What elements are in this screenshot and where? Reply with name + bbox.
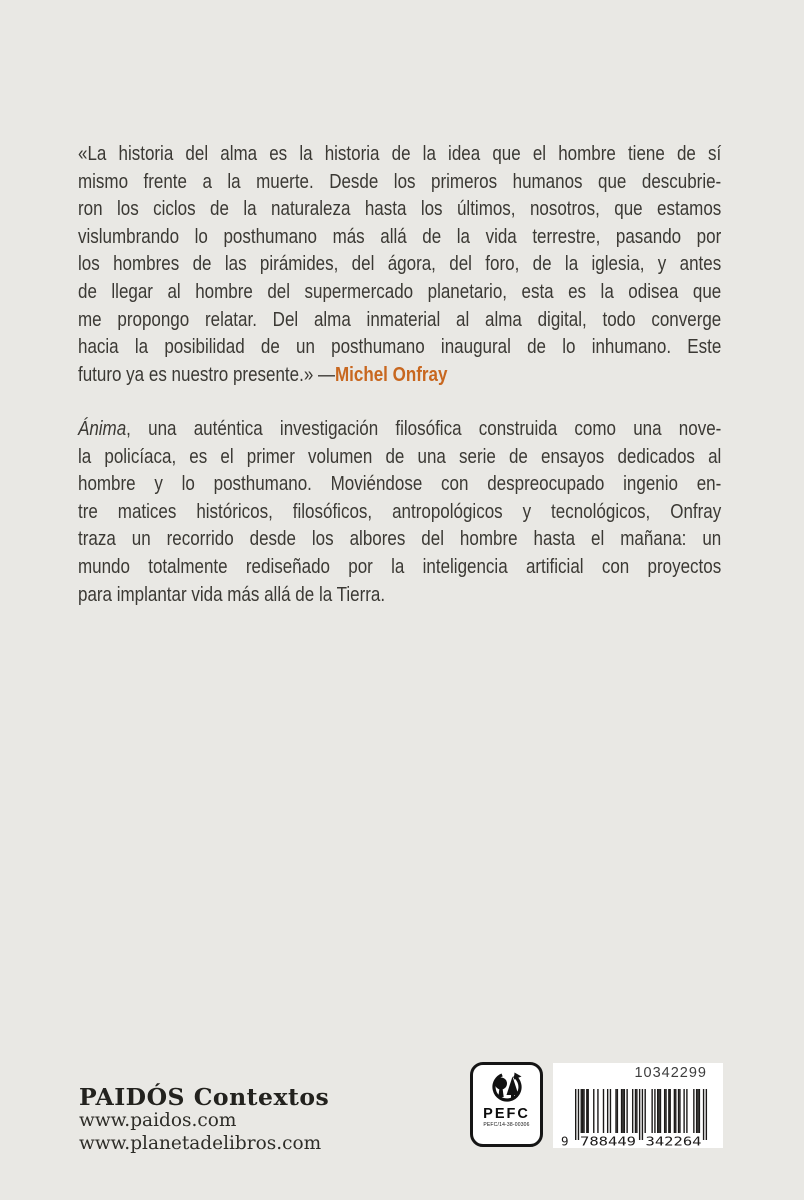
- ean13-barcode: [553, 1063, 723, 1148]
- isbn-digits: 788449: [580, 1133, 636, 1148]
- text-line: Ánima, una auténtica investigación filosófica construida como una nove-: [78, 417, 722, 440]
- publisher-block: [79, 1085, 329, 1155]
- text-line: para implantar vida más allá de la Tierra.: [78, 582, 386, 606]
- text-line: «La historia del alma es la historia de la idea que el hombre tiene de sí: [78, 142, 722, 165]
- text-line: la policíaca, es el primer volumen de una serie de ensayos dedicados al: [78, 444, 722, 468]
- text-line: mundo totalmente rediseñado por la inteligencia artificial con proyectos: [78, 554, 722, 578]
- text-line: hombre y lo posthumano. Moviéndose con despreocupado ingenio en-: [78, 472, 722, 496]
- planeta-url: www.planetadelibros.com: [79, 1132, 322, 1154]
- text-line: me propongo relatar. Del alma inmaterial al alma digital, todo converge: [78, 307, 722, 331]
- text-line: vislumbrando lo posthumano más allá de la vida terrestre, pasando por: [78, 224, 722, 248]
- pefc-certification-badge: [470, 1062, 543, 1147]
- publisher-url: www.paidos.com: [79, 1110, 237, 1131]
- synopsis-paragraph: [78, 415, 804, 608]
- isbn-digits: 342264: [645, 1133, 702, 1148]
- barcode-upper-number: 10342299: [634, 1065, 707, 1081]
- text-line: ron los ciclos de la naturaleza hasta los últimos, nosotros, que estamos: [78, 197, 722, 221]
- text-line: de llegar al hombre del supermercado planetario, esta es la odisea que: [78, 279, 722, 303]
- text-line: tre matices históricos, filosóficos, antropológicos y tecnológicos, Onfray: [78, 499, 722, 523]
- text-line: mismo frente a la muerte. Desde los primeros humanos que descubrie-: [78, 169, 722, 193]
- pefc-label: PEFC: [483, 1106, 530, 1122]
- text-line: traza un recorrido desde los albores del hombre hasta el mañana: un: [78, 527, 722, 551]
- pefc-logo-icon: [485, 1069, 529, 1107]
- barcode-block: [553, 1063, 723, 1148]
- imprint-name: PAIDÓS Contextos: [79, 1083, 330, 1111]
- pefc-code: PEFC/14-38-00306: [483, 1122, 530, 1128]
- text-line: hacia la posibilidad de un posthumano inaugural de lo inhumano. Este: [78, 335, 722, 359]
- text-line: los hombres de las pirámides, del ágora, del foro, de la iglesia, y antes: [78, 252, 722, 276]
- isbn-digits: 9: [561, 1133, 569, 1148]
- text-line: futuro ya es nuestro presente.» —Michel Onfray: [78, 362, 448, 386]
- quote-paragraph: [78, 140, 804, 388]
